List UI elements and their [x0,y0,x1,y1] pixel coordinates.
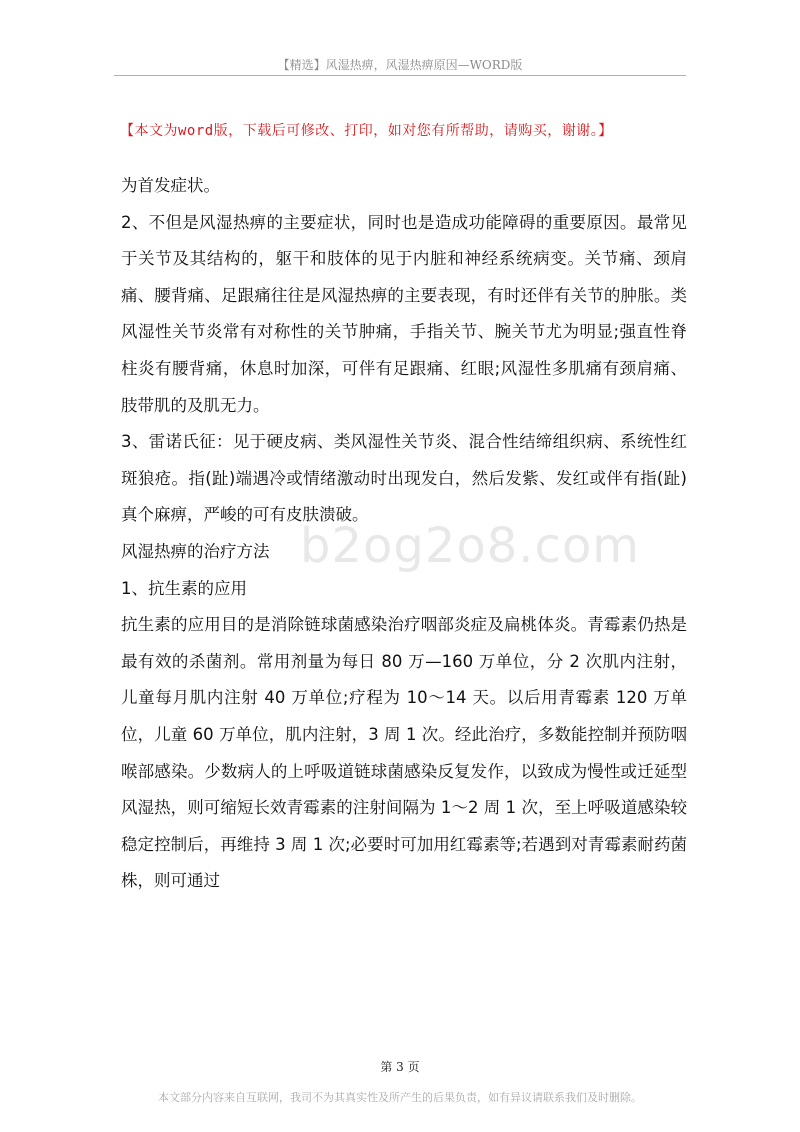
paragraph-antibiotics: 抗生素的应用目的是消除链球菌感染治疗咽部炎症及扁桃体炎。青霉素仍热是最有效的杀菌剂。常用剂量为每日 80 万—160 万单位，分 2 次肌内注射，儿童每月肌内注射 40 万单位;疗程为 10～14 天。以后用青霉素 120 万单位，儿童 60 万单位，肌内注射，3 周 1 次。经此治疗，多数能控制并预防咽喉部感染。少数病人的上呼吸道链球菌感染反复发作，以致成为慢性或迁延型风湿热，则可缩短长效青霉素的注射间隔为 1～2 周 1 次，至上呼吸道感染较稳定控制后，再维持 3 周 1 次;必要时可加用红霉素等;若遇到对青霉素耐药菌株，则可通过 [121,615,687,891]
subheading-antibiotics: 1、抗生素的应用 [121,578,247,598]
page-number: 第 3 页 [380,1060,420,1074]
paragraph-1: 为首发症状。 [121,176,220,195]
document-body [121,168,687,900]
download-notice: 【本文为word版，下载后可修改、打印，如对您有所帮助，请购买，谢谢。】 [120,123,613,139]
header-divider [114,75,686,76]
document-header-title: 【精选】风湿热痹，风湿热痹原因—WORD版 [277,58,523,72]
paragraph-2: 2、不但是风湿热痹的主要症状，同时也是造成功能障碍的重要原因。最常见于关节及其结构的，躯干和肢体的见于内脏和神经系统病变。关节痛、颈肩痛、腰背痛、足跟痛往往是风湿热痹的主要表现，有时还伴有关节的肿胀。类风湿性关节炎常有对称性的关节肿痛，手指关节、腕关节尤为明显;强直性脊柱炎有腰背痛，休息时加深，可伴有足跟痛、红眼;风湿性多肌痛有颈肩痛、肢带肌的及肌无力。 [121,212,687,415]
footer-disclaimer: 本文部分内容来自互联网，我司不为其真实性及所产生的后果负责，如有异议请联系我们及时删除。 [158,1091,642,1104]
section-heading-treatment: 风湿热痹的治疗方法 [121,541,270,561]
watermark-text: b2og2o8.com [300,518,641,574]
paragraph-3: 3、雷诺氏征：见于硬皮病、类风湿性关节炎、混合性结缔组织病、系统性红斑狼疮。指(趾)端遇冷或情绪激动时出现发白，然后发紫、发红或伴有指(趾)真个麻痹，严峻的可有皮肤溃破。 [121,432,687,525]
